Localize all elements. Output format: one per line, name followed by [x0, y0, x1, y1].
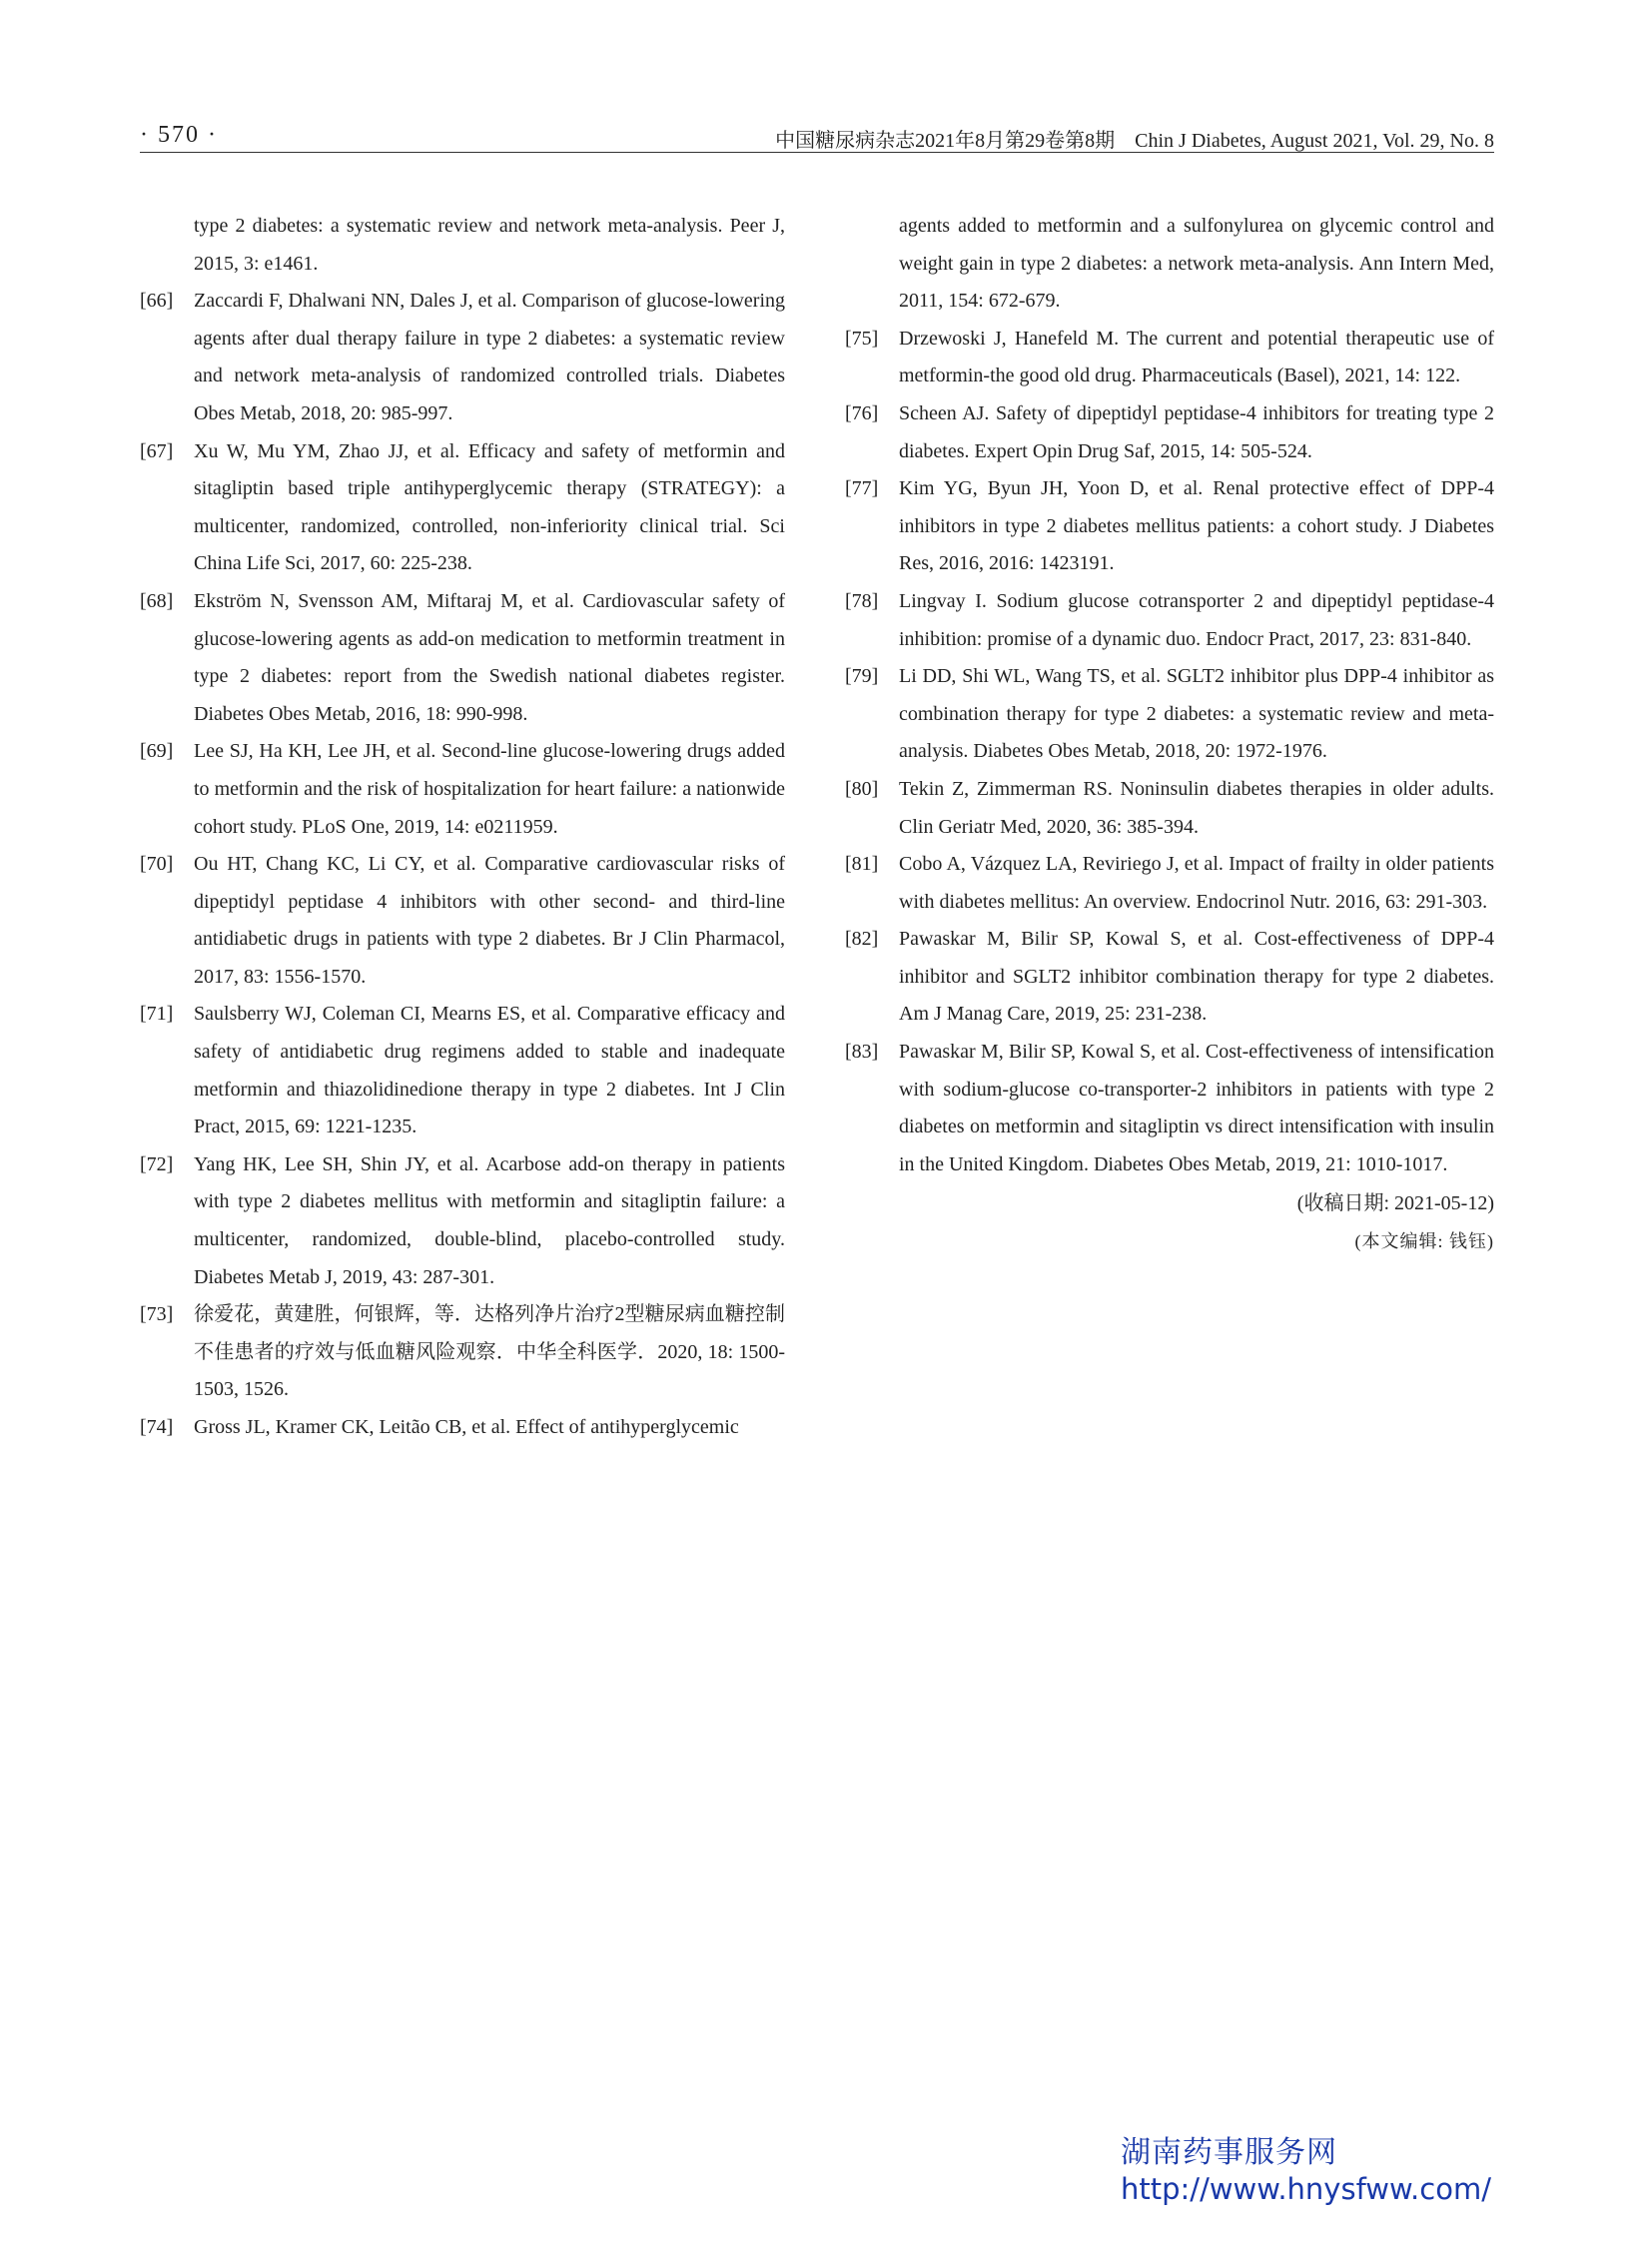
reference-number: [77]	[845, 477, 879, 500]
reference-text: 徐爱花，黄建胜，何银辉，等．达格列净片治疗2型糖尿病血糖控制不佳患者的疗效与低血糖风险观察．中华全科医学．2020, 18: 1500-1503, 1526.	[194, 1303, 785, 1401]
reference-number: [78]	[845, 589, 879, 612]
reference-item	[140, 1296, 785, 1409]
reference-item	[140, 846, 785, 996]
watermark-site-name: 湖南药事服务网	[1121, 2135, 1337, 2170]
reference-item	[140, 996, 785, 1145]
editor-note: (本文编辑: 钱钰)	[1354, 1231, 1494, 1252]
reference-number: [79]	[845, 665, 879, 688]
reference-text: Pawaskar M, Bilir SP, Kowal S, et al. Cost-effectiveness of DPP-4 inhibitor and SGLT2 inhibitor combination therapy for type 2 diabetes. Am J Manag Care, 2019, 25: 231-238.	[899, 928, 1494, 1026]
reference-continuation: type 2 diabetes: a systematic review and network meta-analysis. Peer J, 2015, 3: e1461.	[194, 215, 785, 275]
reference-text: Yang HK, Lee SH, Shin JY, et al. Acarbose add-on therapy in patients with type 2 diabetes mellitus with metformin and sitagliptin failure: a multicenter, randomized, double-blind, placebo-controlled study. Diabetes Metab J, 2019, 43: 287-301.	[194, 1152, 785, 1288]
reference-number: [71]	[140, 1003, 174, 1026]
right-column	[845, 208, 1494, 1261]
reference-item	[140, 1409, 785, 1447]
reference-number: [66]	[140, 290, 174, 313]
reference-text: Kim YG, Byun JH, Yoon D, et al. Renal protective effect of DPP-4 inhibitors in type 2 diabetes mellitus patients: a cohort study. J Diabetes Res, 2016, 2016: 1423191.	[899, 477, 1494, 575]
reference-text: Zaccardi F, Dhalwani NN, Dales J, et al. Comparison of glucose-lowering agents after dual therapy failure in type 2 diabetes: a systematic review and network meta-analysis of randomized controlled trials. Diabetes Obes Metab, 2018, 20: 985-997.	[194, 290, 785, 424]
reference-number: [68]	[140, 589, 174, 612]
reference-number: [69]	[140, 740, 174, 763]
reference-item	[140, 583, 785, 733]
watermark-url[interactable]: http://www.hnysfww.com/	[1121, 2172, 1491, 2206]
reference-item	[845, 771, 1494, 846]
reference-item	[845, 583, 1494, 658]
reference-item	[140, 1146, 785, 1296]
reference-number: [70]	[140, 853, 174, 876]
reference-item	[140, 283, 785, 432]
reference-item	[140, 733, 785, 846]
page-header	[140, 122, 1494, 153]
reference-text: Scheen AJ. Safety of dipeptidyl peptidase-4 inhibitors for treating type 2 diabetes. Expert Opin Drug Saf, 2015, 14: 505-524.	[899, 401, 1494, 462]
watermark	[1121, 2135, 1491, 2207]
reference-item	[845, 846, 1494, 921]
reference-number: [83]	[845, 1041, 879, 1064]
reference-text: Pawaskar M, Bilir SP, Kowal S, et al. Cost-effectiveness of intensification with sodium-glucose co-transporter-2 inhibitors in patients with type 2 diabetes on metformin and sitagliptin vs direct intensification with insulin in the United Kingdom. Diabetes Obes Metab, 2019, 21: 1010-1017.	[899, 1041, 1494, 1175]
reference-text: Gross JL, Kramer CK, Leitão CB, et al. Effect of antihyperglycemic	[194, 1416, 739, 1438]
reference-number: [76]	[845, 401, 879, 424]
reference-text: Li DD, Shi WL, Wang TS, et al. SGLT2 inhibitor plus DPP-4 inhibitor as combination therapy for type 2 diabetes: a systematic review and meta-analysis. Diabetes Obes Metab, 2018, 20: 1972-1976.	[899, 665, 1494, 763]
received-date: (收稿日期: 2021-05-12)	[1296, 1192, 1494, 1215]
reference-text: Ou HT, Chang KC, Li CY, et al. Comparative cardiovascular risks of dipeptidyl peptidase 4 inhibitors with other second- and third-line antidiabetic drugs in patients with type 2 diabetes. Br J Clin Pharmacol, 2017, 83: 1556-1570.	[194, 853, 785, 988]
reference-item	[845, 470, 1494, 583]
reference-number: [72]	[140, 1152, 174, 1175]
reference-number: [82]	[845, 928, 879, 951]
reference-text: Cobo A, Vázquez LA, Reviriego J, et al. Impact of frailty in older patients with diabetes mellitus: An overview. Endocrinol Nutr. 2016, 63: 291-303.	[899, 853, 1494, 913]
reference-text: Tekin Z, Zimmerman RS. Noninsulin diabetes therapies in older adults. Clin Geriatr Med, 2020, 36: 385-394.	[899, 777, 1494, 838]
reference-number: [67]	[140, 439, 174, 462]
reference-continuation: agents added to metformin and a sulfonylurea on glycemic control and weight gain in type 2 diabetes: a network meta-analysis. Ann Intern Med, 2011, 154: 672-679.	[899, 215, 1494, 313]
reference-text: Lingvay I. Sodium glucose cotransporter 2 and dipeptidyl peptidase-4 inhibition: promise of a dynamic duo. Endocr Pract, 2017, 23: 831-840.	[899, 589, 1494, 650]
reference-item	[845, 921, 1494, 1034]
running-head: 中国糖尿病杂志2021年8月第29卷第8期 Chin J Diabetes, August 2021, Vol. 29, No. 8	[775, 130, 1494, 152]
reference-item	[845, 658, 1494, 771]
reference-text: Drzewoski J, Hanefeld M. The current and potential therapeutic use of metformin-the good old drug. Pharmaceuticals (Basel), 2021, 14: 122.	[899, 327, 1494, 387]
reference-text: Lee SJ, Ha KH, Lee JH, et al. Second-line glucose-lowering drugs added to metformin and the risk of hospitalization for heart failure: a nationwide cohort study. PLoS One, 2019, 14: e0211959.	[194, 740, 785, 838]
reference-number: [75]	[845, 327, 879, 350]
page-number: · 570 ·	[140, 122, 218, 148]
reference-text: Xu W, Mu YM, Zhao JJ, et al. Efficacy and safety of metformin and sitagliptin based triple antihyperglycemic therapy (STRATEGY): a multicenter, randomized, controlled, non-inferiority clinical trial. Sci China Life Sci, 2017, 60: 225-238.	[194, 439, 785, 575]
reference-number: [81]	[845, 853, 879, 876]
reference-number: [80]	[845, 777, 879, 800]
reference-text: Saulsberry WJ, Coleman CI, Mearns ES, et al. Comparative efficacy and safety of antidiabetic drug regimens added to stable and inadequate metformin and thiazolidinedione therapy in type 2 diabetes. Int J Clin Pract, 2015, 69: 1221-1235.	[194, 1003, 785, 1138]
reference-item	[845, 321, 1494, 395]
reference-item	[845, 395, 1494, 470]
reference-item	[845, 1034, 1494, 1183]
reference-number: [74]	[140, 1416, 174, 1438]
reference-number: [73]	[140, 1303, 174, 1326]
reference-text: Ekström N, Svensson AM, Miftaraj M, et al. Cardiovascular safety of glucose-lowering agents as add-on medication to metformin treatment in type 2 diabetes: report from the Swedish national diabetes register. Diabetes Obes Metab, 2016, 18: 990-998.	[194, 589, 785, 725]
reference-item	[140, 433, 785, 583]
left-column	[140, 208, 785, 1447]
